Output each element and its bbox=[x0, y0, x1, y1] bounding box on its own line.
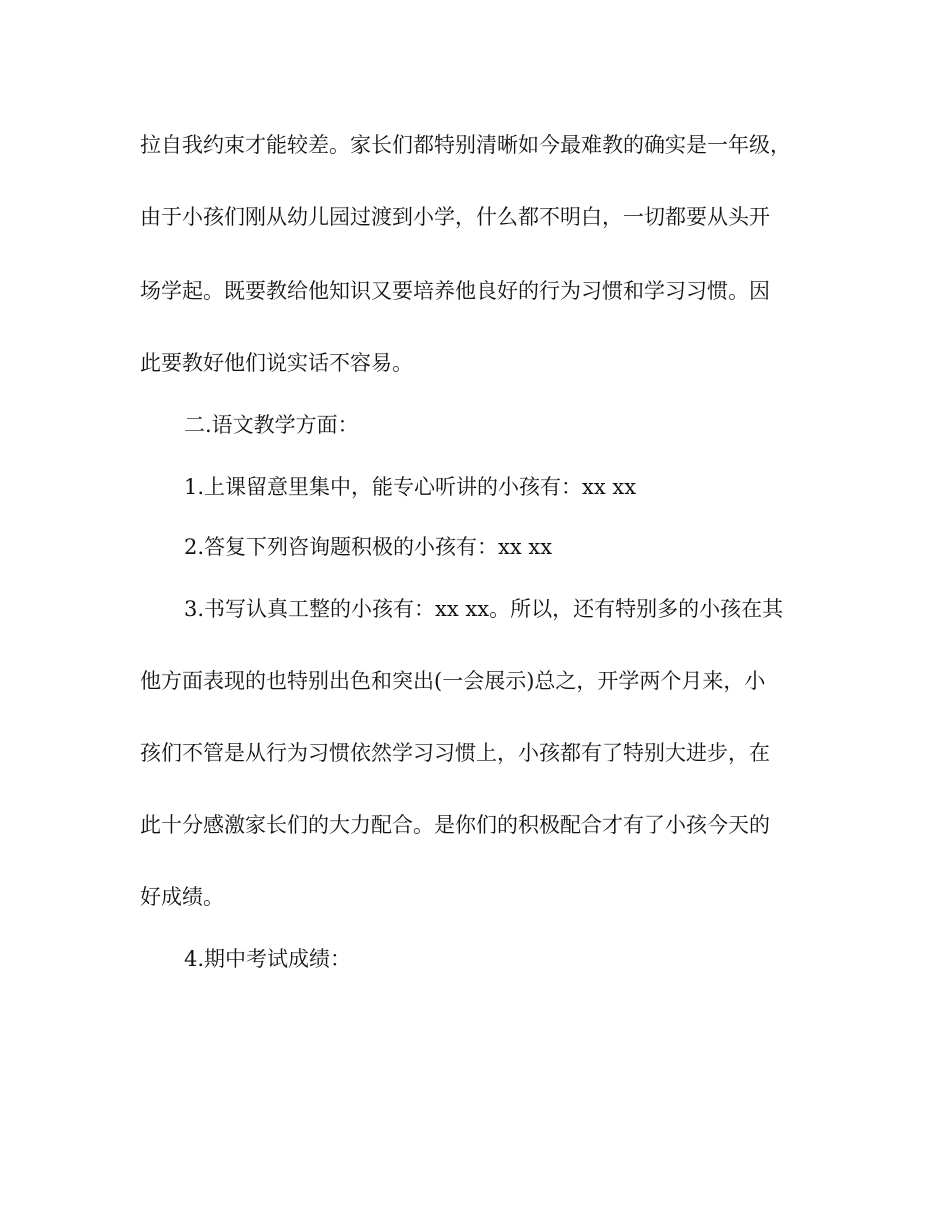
paragraph-line: 场学起。既要教给他知识又要培养他良好的行为习惯和学习习惯。因 bbox=[140, 279, 770, 303]
section-heading: 二.语文教学方面： bbox=[184, 413, 359, 437]
paragraph-line: 此十分感激家长们的大力配合。是你们的积极配合才有了小孩今天的 bbox=[140, 813, 770, 837]
paragraph-line: 由于小孩们刚从幼儿园过渡到小学，什么都不明白，一切都要从头开 bbox=[140, 205, 770, 229]
paragraph-line: 拉自我约束才能较差。家长们都特别清晰如今最难教的确实是一年级， bbox=[140, 133, 791, 157]
list-item: 3.书写认真工整的小孩有：xx xx。所以，还有特别多的小孩在其 bbox=[184, 597, 784, 621]
paragraph-line: 此要教好他们说实话不容易。 bbox=[140, 351, 413, 375]
list-item: 4.期中考试成绩： bbox=[184, 947, 352, 971]
list-item: 1.上课留意里集中，能专心听讲的小孩有：xx xx bbox=[184, 475, 637, 499]
paragraph-line: 他方面表现的也特别出色和突出(一会展示)总之，开学两个月来，小 bbox=[140, 669, 766, 693]
paragraph-line: 孩们不管是从行为习惯依然学习习惯上，小孩都有了特别大进步，在 bbox=[140, 741, 770, 765]
list-item: 2.答复下列咨询题积极的小孩有：xx xx bbox=[184, 535, 553, 559]
paragraph-line: 好成绩。 bbox=[140, 885, 224, 909]
